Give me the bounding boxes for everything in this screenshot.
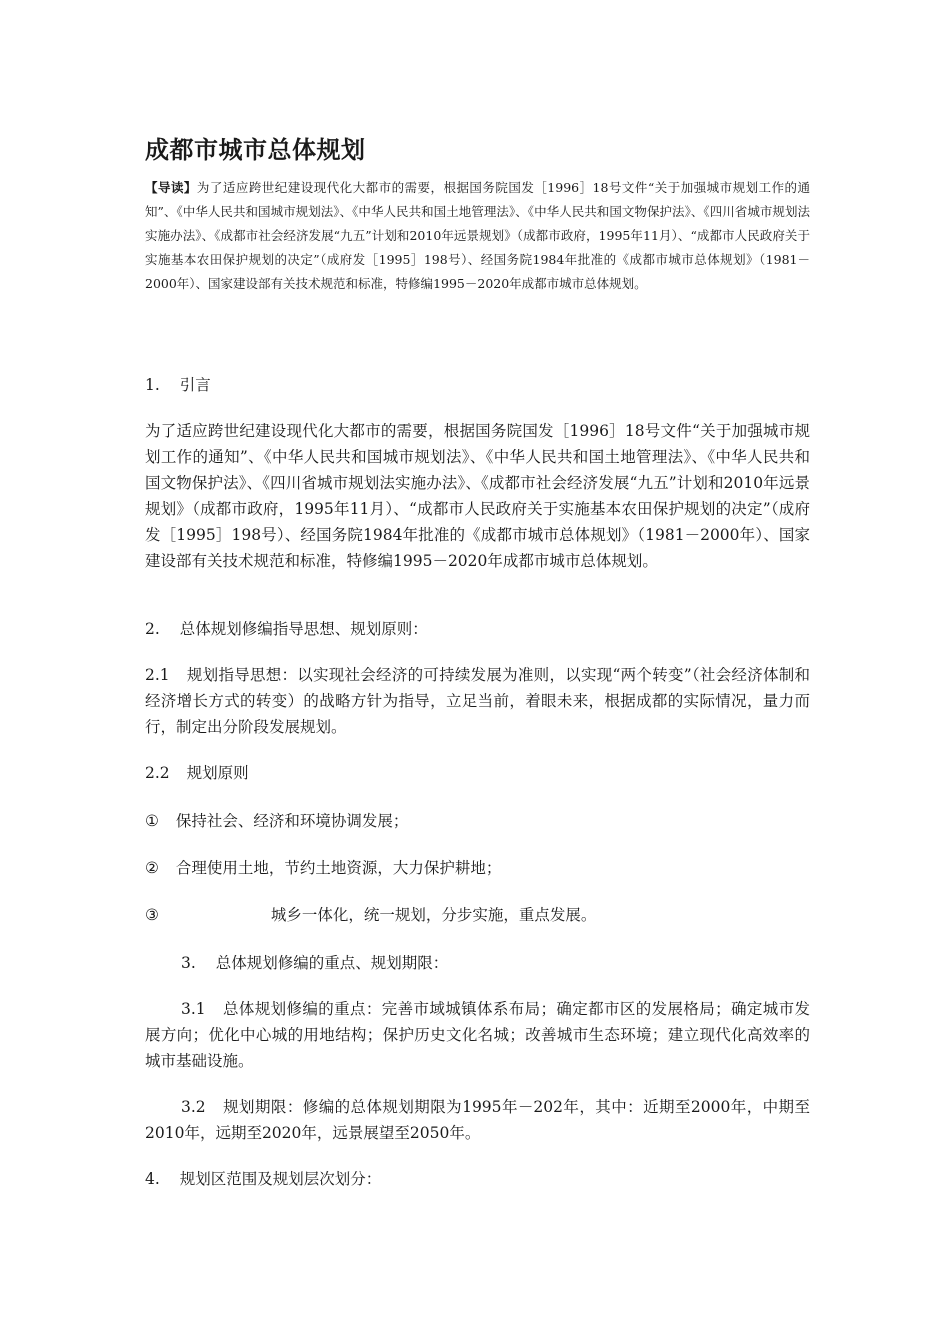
section-title: 规划区范围及规划层次划分：	[179, 1170, 382, 1188]
lead-tag: 【导读】	[145, 180, 197, 195]
section-2-heading	[145, 616, 810, 642]
section-1-heading	[145, 372, 810, 398]
item-marker: ③	[145, 906, 159, 924]
item-marker: ①	[145, 812, 159, 830]
section-number: 4.	[145, 1170, 160, 1188]
principle-item-2: ② 合理使用土地，节约土地资源，大力保护耕地；	[145, 859, 502, 877]
section-3-1-body: 3.1 总体规划修编的重点：完善市域城镇体系布局；确定都市区的发展格局；确定城市发展方向；优化中心城的用地结构；保护历史文化名城；改善城市生态环境；建立现代化高效率的城市基础设施。	[145, 1000, 810, 1070]
section-3-heading	[145, 950, 810, 976]
section-number: 3.	[181, 954, 196, 972]
section-2-2-heading	[145, 760, 810, 786]
section-3-2-body: 3.2 规划期限：修编的总体规划期限为1995年－202年，其中：近期至2000年，中期至2010年，远期至2020年，远景展望至2050年。	[145, 1098, 810, 1142]
document-title: 成都市城市总体规划	[145, 136, 366, 164]
section-number: 2.1	[145, 666, 170, 684]
principle-item-1: ① 保持社会、经济和环境协调发展；	[145, 812, 409, 830]
section-number: 3.2	[181, 1098, 206, 1116]
section-title: 总体规划修编指导思想、规划原则：	[179, 620, 428, 638]
item-marker: ②	[145, 859, 159, 877]
section-number: 3.1	[181, 1000, 206, 1018]
section-number: 2.	[145, 620, 160, 638]
section-title: 规划原则	[186, 764, 249, 782]
lead-paragraph	[145, 176, 810, 296]
lead-text: 为了适应跨世纪建设现代化大都市的需要，根据国务院国发［1996］18号文件“关于加强城市规划工作的通知”、《中华人民共和国城市规划法》、《中华人民共和国土地管理法》、《中华人民共和国文物保护法》、《四川省城市规划法实施办法》、《成都市社会经济发展“九五”计划和2010年远景规划》（成都市政府，1995年11月）、“成都市人民政府关于实施基本农田保护规划的决定”（成府发［1995］198号）、经国务院1984年批准的《成都市城市总体规划》（1981－2000年）、国家建设部有关技术规范和标准，特修编1995－2020年成都市城市总体规划。	[145, 180, 810, 291]
section-2-1-body: 2.1 规划指导思想：以实现社会经济的可持续发展为准则，以实现“两个转变”（社会经济体制和经济增长方式的转变）的战略方针为指导，立足当前，着眼未来，根据成都的实际情况，量力而行，制定出分阶段发展规划。	[145, 666, 810, 736]
section-number: 1.	[145, 376, 160, 394]
section-title: 总体规划修编的重点、规划期限：	[215, 954, 449, 972]
section-number: 2.2	[145, 764, 170, 782]
section-title: 引言	[179, 376, 211, 394]
section-1-body: 为了适应跨世纪建设现代化大都市的需要，根据国务院国发［1996］18号文件“关于加强城市规划工作的通知”、《中华人民共和国城市规划法》、《中华人民共和国土地管理法》、《中华人民共和国文物保护法》、《四川省城市规划法实施办法》、《成都市社会经济发展“九五”计划和2010年远景规划》（成都市政府，1995年11月）、“成都市人民政府关于实施基本农田保护规划的决定”（成府发［1995］198号）、经国务院1984年批准的《成都市城市总体规划》（1981－2000年）、国家建设部有关技术规范和标准，特修编1995－2020年成都市城市总体规划。	[145, 422, 810, 570]
principle-item-3: ③ 城乡一体化，统一规划，分步实施，重点发展。	[145, 906, 597, 924]
section-4-heading	[145, 1166, 810, 1192]
